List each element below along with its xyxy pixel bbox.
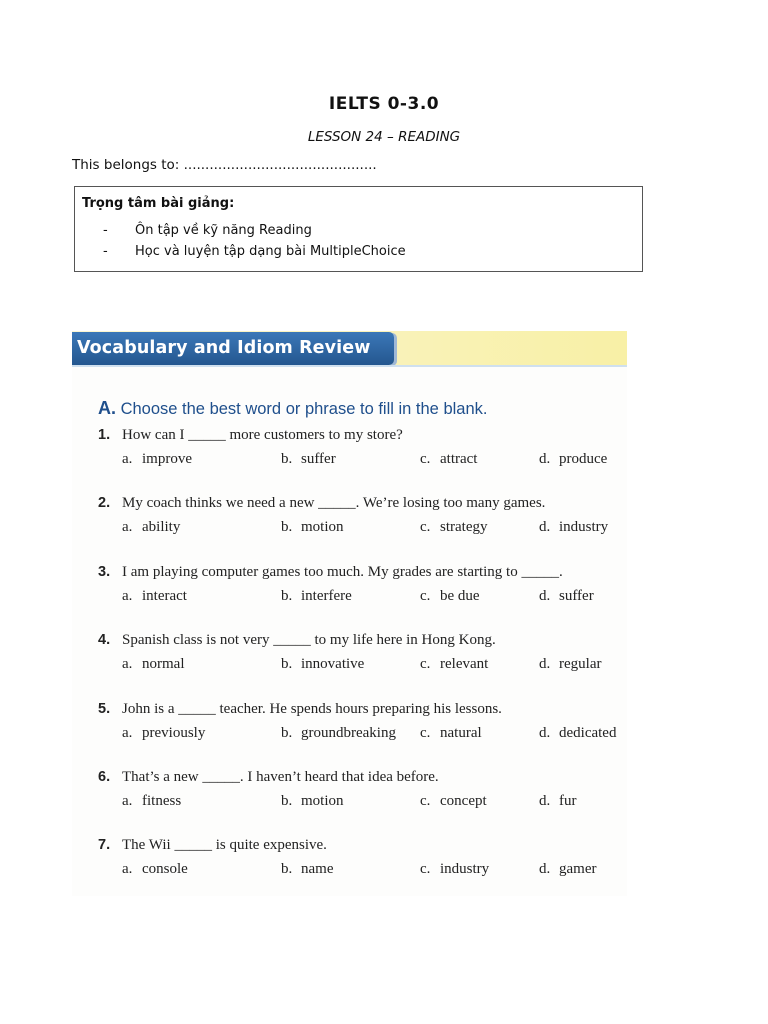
option-text: groundbreaking <box>301 725 396 741</box>
option-text: dedicated <box>559 725 617 741</box>
option-text: ability <box>142 519 181 535</box>
option-letter: b. <box>281 793 293 809</box>
answer-option <box>122 793 181 810</box>
option-text: relevant <box>440 656 489 672</box>
answer-option <box>420 451 477 468</box>
vocabulary-review-image <box>72 331 627 896</box>
option-letter: c. <box>420 588 431 604</box>
option-letter: c. <box>420 793 431 809</box>
answer-option <box>420 588 480 605</box>
banner-tab <box>72 332 394 365</box>
option-text: industry <box>440 861 490 877</box>
focus-title: Trọng tâm bài giảng: <box>82 196 235 211</box>
option-text: strategy <box>440 519 488 535</box>
answer-option <box>122 656 185 673</box>
bullet-dash: - <box>103 223 108 238</box>
option-letter: d. <box>539 725 551 741</box>
option-letter: a. <box>122 451 133 467</box>
question-number: 1. <box>98 427 111 443</box>
option-letter: d. <box>539 519 551 535</box>
answer-option <box>420 519 487 536</box>
option-letter: d. <box>539 588 551 604</box>
exercise-text: Choose the best word or phrase to fill in the blank. <box>120 400 488 418</box>
option-text: industry <box>559 519 609 535</box>
answer-option <box>420 861 489 878</box>
question-text: My coach thinks we need a new _____. We’re losing too many games. <box>122 495 546 511</box>
lesson-subtitle: LESSON 24 – READING <box>307 129 461 145</box>
bullet-dash: - <box>103 244 108 259</box>
option-letter: a. <box>122 519 133 535</box>
option-text: interact <box>142 588 187 604</box>
option-text: concept <box>440 793 487 809</box>
banner-title: Vocabulary and Idiom Review <box>77 338 371 358</box>
question-number: 2. <box>98 495 111 511</box>
option-text: previously <box>142 725 206 741</box>
answer-option <box>281 588 352 605</box>
option-text: console <box>142 861 188 877</box>
page-title: IELTS 0-3.0 <box>328 94 440 114</box>
answer-option <box>539 725 616 742</box>
question-number: 4. <box>98 632 111 648</box>
answer-option <box>281 656 364 673</box>
option-text: suffer <box>301 451 336 467</box>
option-text: name <box>301 861 334 877</box>
option-letter: a. <box>122 793 133 809</box>
question-number: 6. <box>98 769 111 785</box>
answer-option <box>420 725 482 742</box>
answer-option <box>281 725 396 742</box>
option-text: motion <box>301 793 344 809</box>
exercise-instruction <box>98 398 487 419</box>
option-text: interfere <box>301 588 352 604</box>
answer-option <box>420 656 488 673</box>
answer-option <box>539 793 577 810</box>
option-letter: b. <box>281 588 293 604</box>
answer-option <box>122 588 187 605</box>
option-letter: b. <box>281 519 293 535</box>
question-number: 7. <box>98 837 111 853</box>
option-letter: c. <box>420 656 431 672</box>
question-text: John is a _____ teacher. He spends hours preparing his lessons. <box>122 701 502 717</box>
answer-option <box>122 451 192 468</box>
answer-option <box>122 519 180 536</box>
answer-option <box>539 656 601 673</box>
answer-option <box>281 861 333 878</box>
option-letter: b. <box>281 861 293 877</box>
option-letter: b. <box>281 725 293 741</box>
exercise-letter: A. <box>98 398 116 418</box>
option-text: innovative <box>301 656 365 672</box>
section-banner <box>72 331 627 365</box>
question-text: Spanish class is not very _____ to my life here in Hong Kong. <box>122 632 496 648</box>
answer-option <box>122 861 188 878</box>
belongs-to-line: This belongs to: ............................................. <box>72 157 377 173</box>
option-letter: a. <box>122 861 133 877</box>
option-letter: a. <box>122 656 133 672</box>
answer-option <box>539 451 607 468</box>
option-letter: d. <box>539 861 551 877</box>
answer-option <box>539 588 594 605</box>
question-number: 5. <box>98 701 111 717</box>
option-text: improve <box>142 451 192 467</box>
question-number: 3. <box>98 564 111 580</box>
option-letter: d. <box>539 793 551 809</box>
answer-option <box>420 793 487 810</box>
answer-option <box>281 451 336 468</box>
option-letter: b. <box>281 451 293 467</box>
question-text: That’s a new _____. I haven’t heard that idea before. <box>122 769 439 785</box>
focus-item <box>103 244 406 259</box>
option-letter: c. <box>420 519 431 535</box>
option-letter: a. <box>122 725 133 741</box>
option-text: suffer <box>559 588 594 604</box>
option-letter: a. <box>122 588 133 604</box>
answer-option <box>539 861 596 878</box>
option-text: attract <box>440 451 478 467</box>
answer-option <box>539 519 608 536</box>
option-letter: c. <box>420 725 431 741</box>
lesson-focus-box <box>74 186 643 272</box>
option-letter: d. <box>539 656 551 672</box>
option-text: natural <box>440 725 482 741</box>
focus-item <box>103 223 312 238</box>
option-text: gamer <box>559 861 597 877</box>
option-text: normal <box>142 656 185 672</box>
option-text: fitness <box>142 793 182 809</box>
option-text: fur <box>559 793 577 809</box>
option-letter: c. <box>420 861 431 877</box>
option-letter: c. <box>420 451 431 467</box>
banner-divider <box>72 365 627 367</box>
option-text: regular <box>559 656 602 672</box>
answer-option <box>281 793 344 810</box>
option-text: be due <box>440 588 480 604</box>
answer-option <box>122 725 205 742</box>
option-letter: b. <box>281 656 293 672</box>
question-text: How can I _____ more customers to my store? <box>122 427 403 443</box>
option-text: motion <box>301 519 344 535</box>
option-letter: d. <box>539 451 551 467</box>
question-text: I am playing computer games too much. My grades are starting to _____. <box>122 564 563 580</box>
question-text: The Wii _____ is quite expensive. <box>122 837 327 853</box>
option-text: produce <box>559 451 608 467</box>
focus-item-text: Ôn tập về kỹ năng Reading <box>135 223 312 238</box>
answer-option <box>281 519 344 536</box>
focus-item-text: Học và luyện tập dạng bài MultipleChoice <box>135 244 406 259</box>
